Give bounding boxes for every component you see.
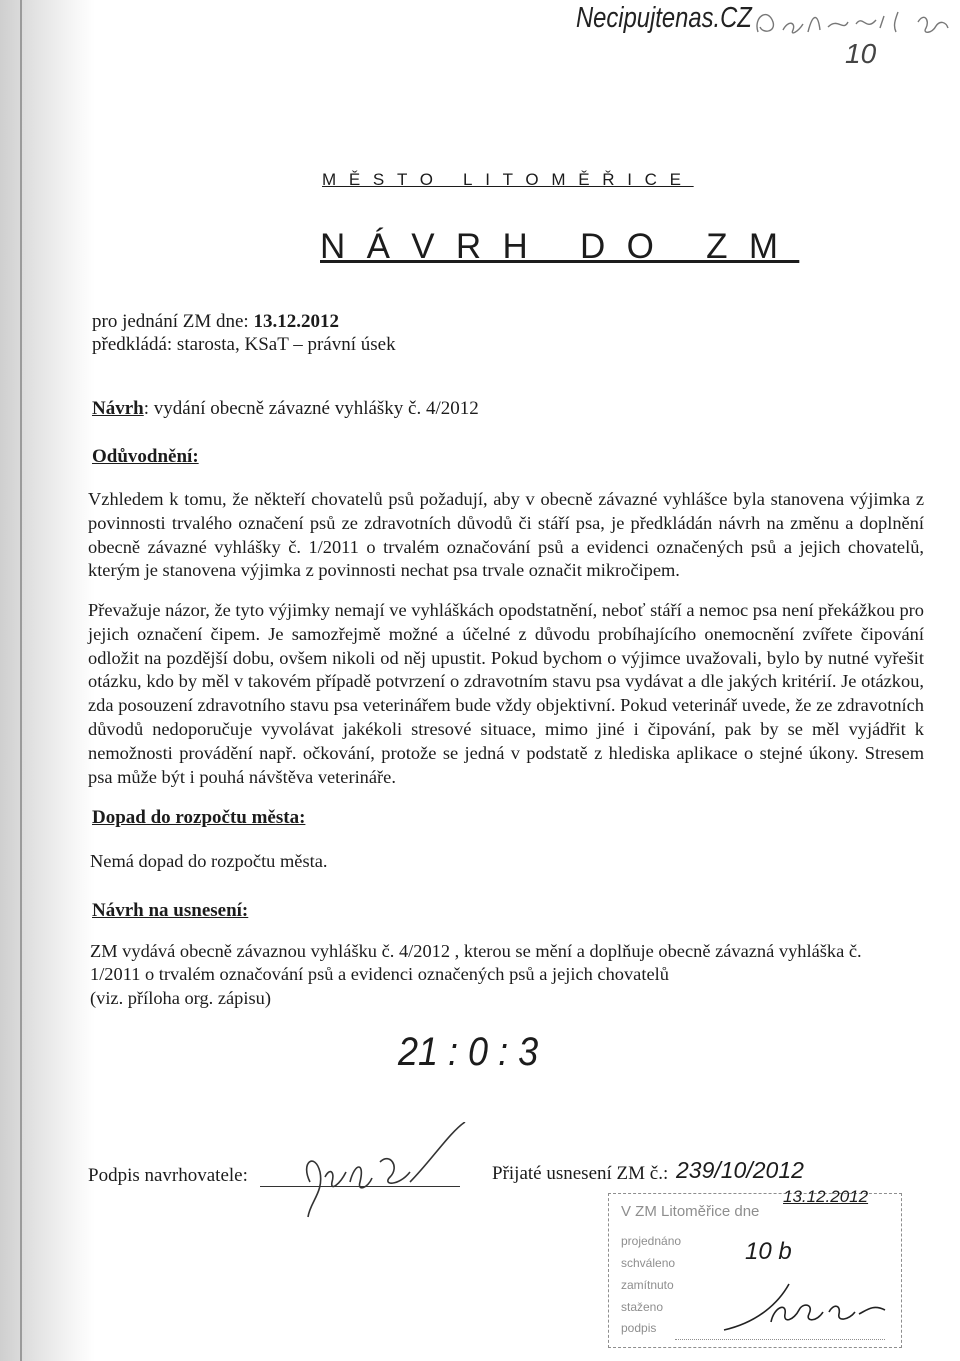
- resolution-line-2: 1/2011 o trvalém označování psů a evidenci označených psů a jejich chovatelů: [90, 964, 669, 984]
- accepted-resolution-number: 239/10/2012: [676, 1157, 804, 1183]
- approval-stamp: [608, 1187, 902, 1348]
- signature-scribble: [280, 1122, 470, 1222]
- accepted-resolution-label: Přijaté usnesení ZM č.:: [492, 1163, 669, 1184]
- watermark: Necipujtenas.CZ: [576, 2, 752, 34]
- resolution-line-1: ZM vydává obecně závaznou vyhlášku č. 4/2012 , kterou se mění a doplňuje obecně závazná vyhláška č.: [90, 941, 862, 961]
- meeting-date: 13.12.2012: [253, 311, 339, 332]
- proposal-text: : vydání obecně závazné vyhlášky č. 4/2012: [143, 398, 479, 419]
- stamp-signature: [719, 1282, 889, 1337]
- stamp-number: 10 b: [745, 1238, 792, 1265]
- stamp-option: podpis: [621, 1321, 657, 1335]
- justification-paragraph-1: Vzhledem k tomu, že někteří chovatelů psů požadují, aby v obecně závazné vyhlášce byla stanovena výjimka z povinnosti trvalého označení psů ze zdravotních důvodů či stáří psa, je předkládán návrh na změnu a doplnění obecně závazné vyhlášky č. 1/2011 o trvalém označování psů a evidenci označených psů a jejich chovatelů, kterým je stanovena výjimka z povinnosti nechat psa trvale označit mikročipem.: [88, 489, 924, 581]
- handwritten-corner-note: [748, 2, 958, 42]
- meeting-date-line: [92, 311, 339, 333]
- submitted-by: předkládá: starosta, KSaT – právní úsek: [92, 334, 396, 355]
- stamp-option: zamítnuto: [621, 1278, 674, 1292]
- stamp-date: 13.12.2012: [783, 1187, 869, 1206]
- stamp-option: staženo: [621, 1300, 664, 1314]
- stamp-header: V ZM Litoměřice dne: [621, 1203, 760, 1220]
- budget-heading: Dopad do rozpočtu města:: [92, 807, 306, 828]
- document-title: NÁVRH DO ZM: [320, 227, 800, 266]
- scan-edge-line: [20, 0, 22, 1361]
- vote-result: 21 : 0 : 3: [398, 1030, 539, 1074]
- stamp-option: projednáno: [621, 1234, 682, 1248]
- justification-heading: Odůvodnění:: [92, 446, 199, 467]
- proposal-line: [92, 398, 479, 420]
- justification-paragraph-2: Převažuje názor, že tyto výjimky nemají ve vyhláškách opodstatnění, neboť stáří a nemoc psa není překážkou pro jejich označení čipem. Je samozřejmě možné a účelné z důvodu probíhajícího onemocnění zvířete čipování odložit na pozdější dobu, ovšem nikoli od něj upustit. Pokud bychom o výjimce uvažovali, bylo by nutné vyřešit otázku, kdo by měl v takovém případě potvrzení o zdravotním stavu psa vydávat a dle jakých kritérií. Je otázkou, zda posouzení zdravotního stavu psa veterinářem bude vždy objektivní. Pokud veterinář uvede, že ze zdravotních důvodů nedoporučuje vyvolávat jakékoli stresové situace, mimo jiné i čipování, pak by se měl vyjádřit k nemožnosti provádění např. očkování, protože se jedná v podstatě z hlediska aplikace o stejné úkony. Stresem psa může být i pouhá návštěva veterináře.: [88, 600, 924, 787]
- city-header: MĚSTO LITOMĚŘICE: [322, 170, 694, 189]
- stamp-option: schváleno: [621, 1256, 676, 1270]
- meeting-label: pro jednání ZM dne:: [92, 311, 254, 332]
- budget-text: Nemá dopad do rozpočtu města.: [90, 851, 328, 871]
- corner-note-number: 10: [845, 38, 877, 69]
- resolution-heading: Návrh na usnesení:: [92, 900, 249, 921]
- stamp-signature-line: [675, 1339, 885, 1340]
- scan-edge-shadow: [0, 0, 95, 1361]
- signature-label: Podpis navrhovatele:: [88, 1165, 248, 1186]
- proposal-label: Návrh: [92, 398, 144, 419]
- resolution-line-3: (viz. příloha org. zápisu): [90, 988, 271, 1008]
